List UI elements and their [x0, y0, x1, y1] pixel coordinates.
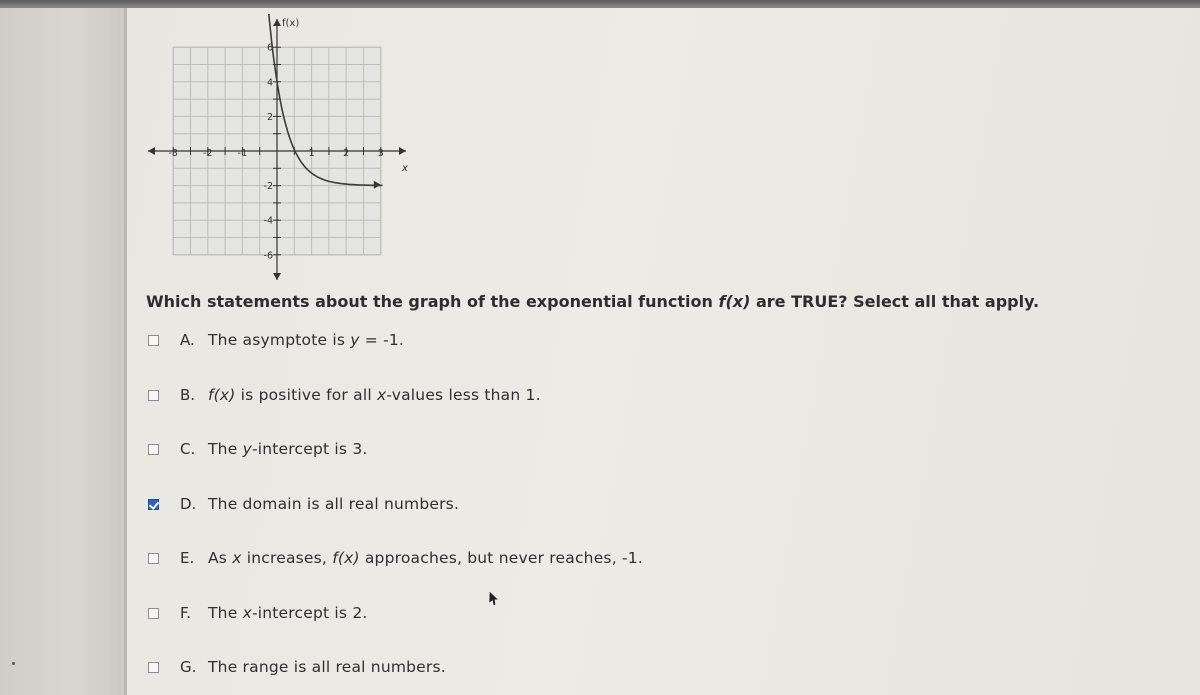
option-text [208, 658, 446, 676]
checkbox-d[interactable] [148, 499, 159, 510]
y-tick-label: 4 [266, 77, 273, 89]
y-tick-label: -2 [263, 181, 273, 193]
option-letter: D. [180, 495, 197, 513]
x-tick-label: 2 [343, 148, 350, 159]
option-letter: A. [180, 331, 195, 349]
y-tick-label: 2 [266, 111, 273, 123]
option-letter: B. [180, 386, 196, 404]
question-function-name: f(x) [718, 292, 751, 311]
math-variable: y [242, 440, 252, 458]
checkbox-b[interactable] [148, 390, 159, 401]
option-text-part: -intercept is 2. [251, 604, 368, 622]
x-tick-label: 1 [308, 148, 315, 159]
screen-dust-dot [12, 662, 15, 665]
math-variable: f(x) [332, 549, 360, 567]
option-g[interactable] [148, 656, 446, 678]
option-c[interactable] [148, 438, 368, 460]
window-top-edge [0, 0, 1200, 8]
checkbox-c[interactable] [148, 444, 159, 455]
math-variable: x [232, 549, 242, 567]
option-text-part: The [208, 440, 243, 458]
math-variable: y [350, 331, 360, 349]
y-tick-label: 6 [266, 42, 273, 54]
option-text-part: The range is all real numbers. [208, 658, 446, 676]
option-a[interactable] [148, 329, 404, 351]
option-text-part: -intercept is 3. [251, 440, 368, 458]
option-letter: E. [180, 549, 195, 567]
option-text-part: = -1. [359, 331, 405, 349]
option-b[interactable] [148, 384, 541, 406]
mouse-pointer-icon [487, 590, 501, 608]
checkbox-e[interactable] [148, 553, 159, 564]
x-tick-label: -3 [168, 148, 178, 159]
option-text [208, 604, 368, 622]
math-variable: x [376, 386, 387, 404]
option-letter: C. [180, 440, 196, 458]
left-margin [0, 8, 124, 695]
math-variable: x [242, 604, 252, 622]
option-text [208, 440, 368, 458]
option-text-part: is positive for all [235, 386, 377, 404]
y-tick-label: -4 [263, 215, 273, 227]
question-text [146, 292, 1156, 311]
option-text-part: -values less than 1. [386, 386, 541, 404]
option-text-part: As [208, 549, 233, 567]
option-e[interactable] [148, 547, 643, 569]
x-tick-label: 3 [377, 148, 384, 159]
option-letter: F. [180, 604, 191, 622]
y-axis-label: f(x) [282, 18, 300, 29]
checkbox-g[interactable] [148, 662, 159, 673]
x-tick-label: -2 [203, 148, 213, 159]
option-text [208, 331, 404, 349]
option-text-part: approaches, but never reaches, -1. [359, 549, 643, 567]
option-f[interactable] [148, 602, 368, 624]
y-tick-label: -6 [263, 250, 273, 262]
option-text [208, 386, 541, 404]
option-text [208, 495, 459, 513]
math-variable: f(x) [208, 386, 236, 404]
option-text-part: increases, [241, 549, 333, 567]
option-d[interactable] [148, 493, 459, 515]
checkbox-f[interactable] [148, 608, 159, 619]
option-text [208, 549, 643, 567]
question-suffix: are TRUE? Select all that apply. [750, 292, 1040, 311]
option-text-part: The [208, 604, 243, 622]
exponential-function-graph [140, 14, 420, 284]
question-prefix: Which statements about the graph of the exponential function [146, 292, 719, 311]
x-tick-label: -1 [237, 148, 248, 159]
checkbox-a[interactable] [148, 335, 159, 346]
x-axis-label: x [402, 163, 408, 174]
option-text-part: The asymptote is [208, 331, 351, 349]
option-letter: G. [180, 658, 197, 676]
option-text-part: The domain is all real numbers. [208, 495, 460, 513]
